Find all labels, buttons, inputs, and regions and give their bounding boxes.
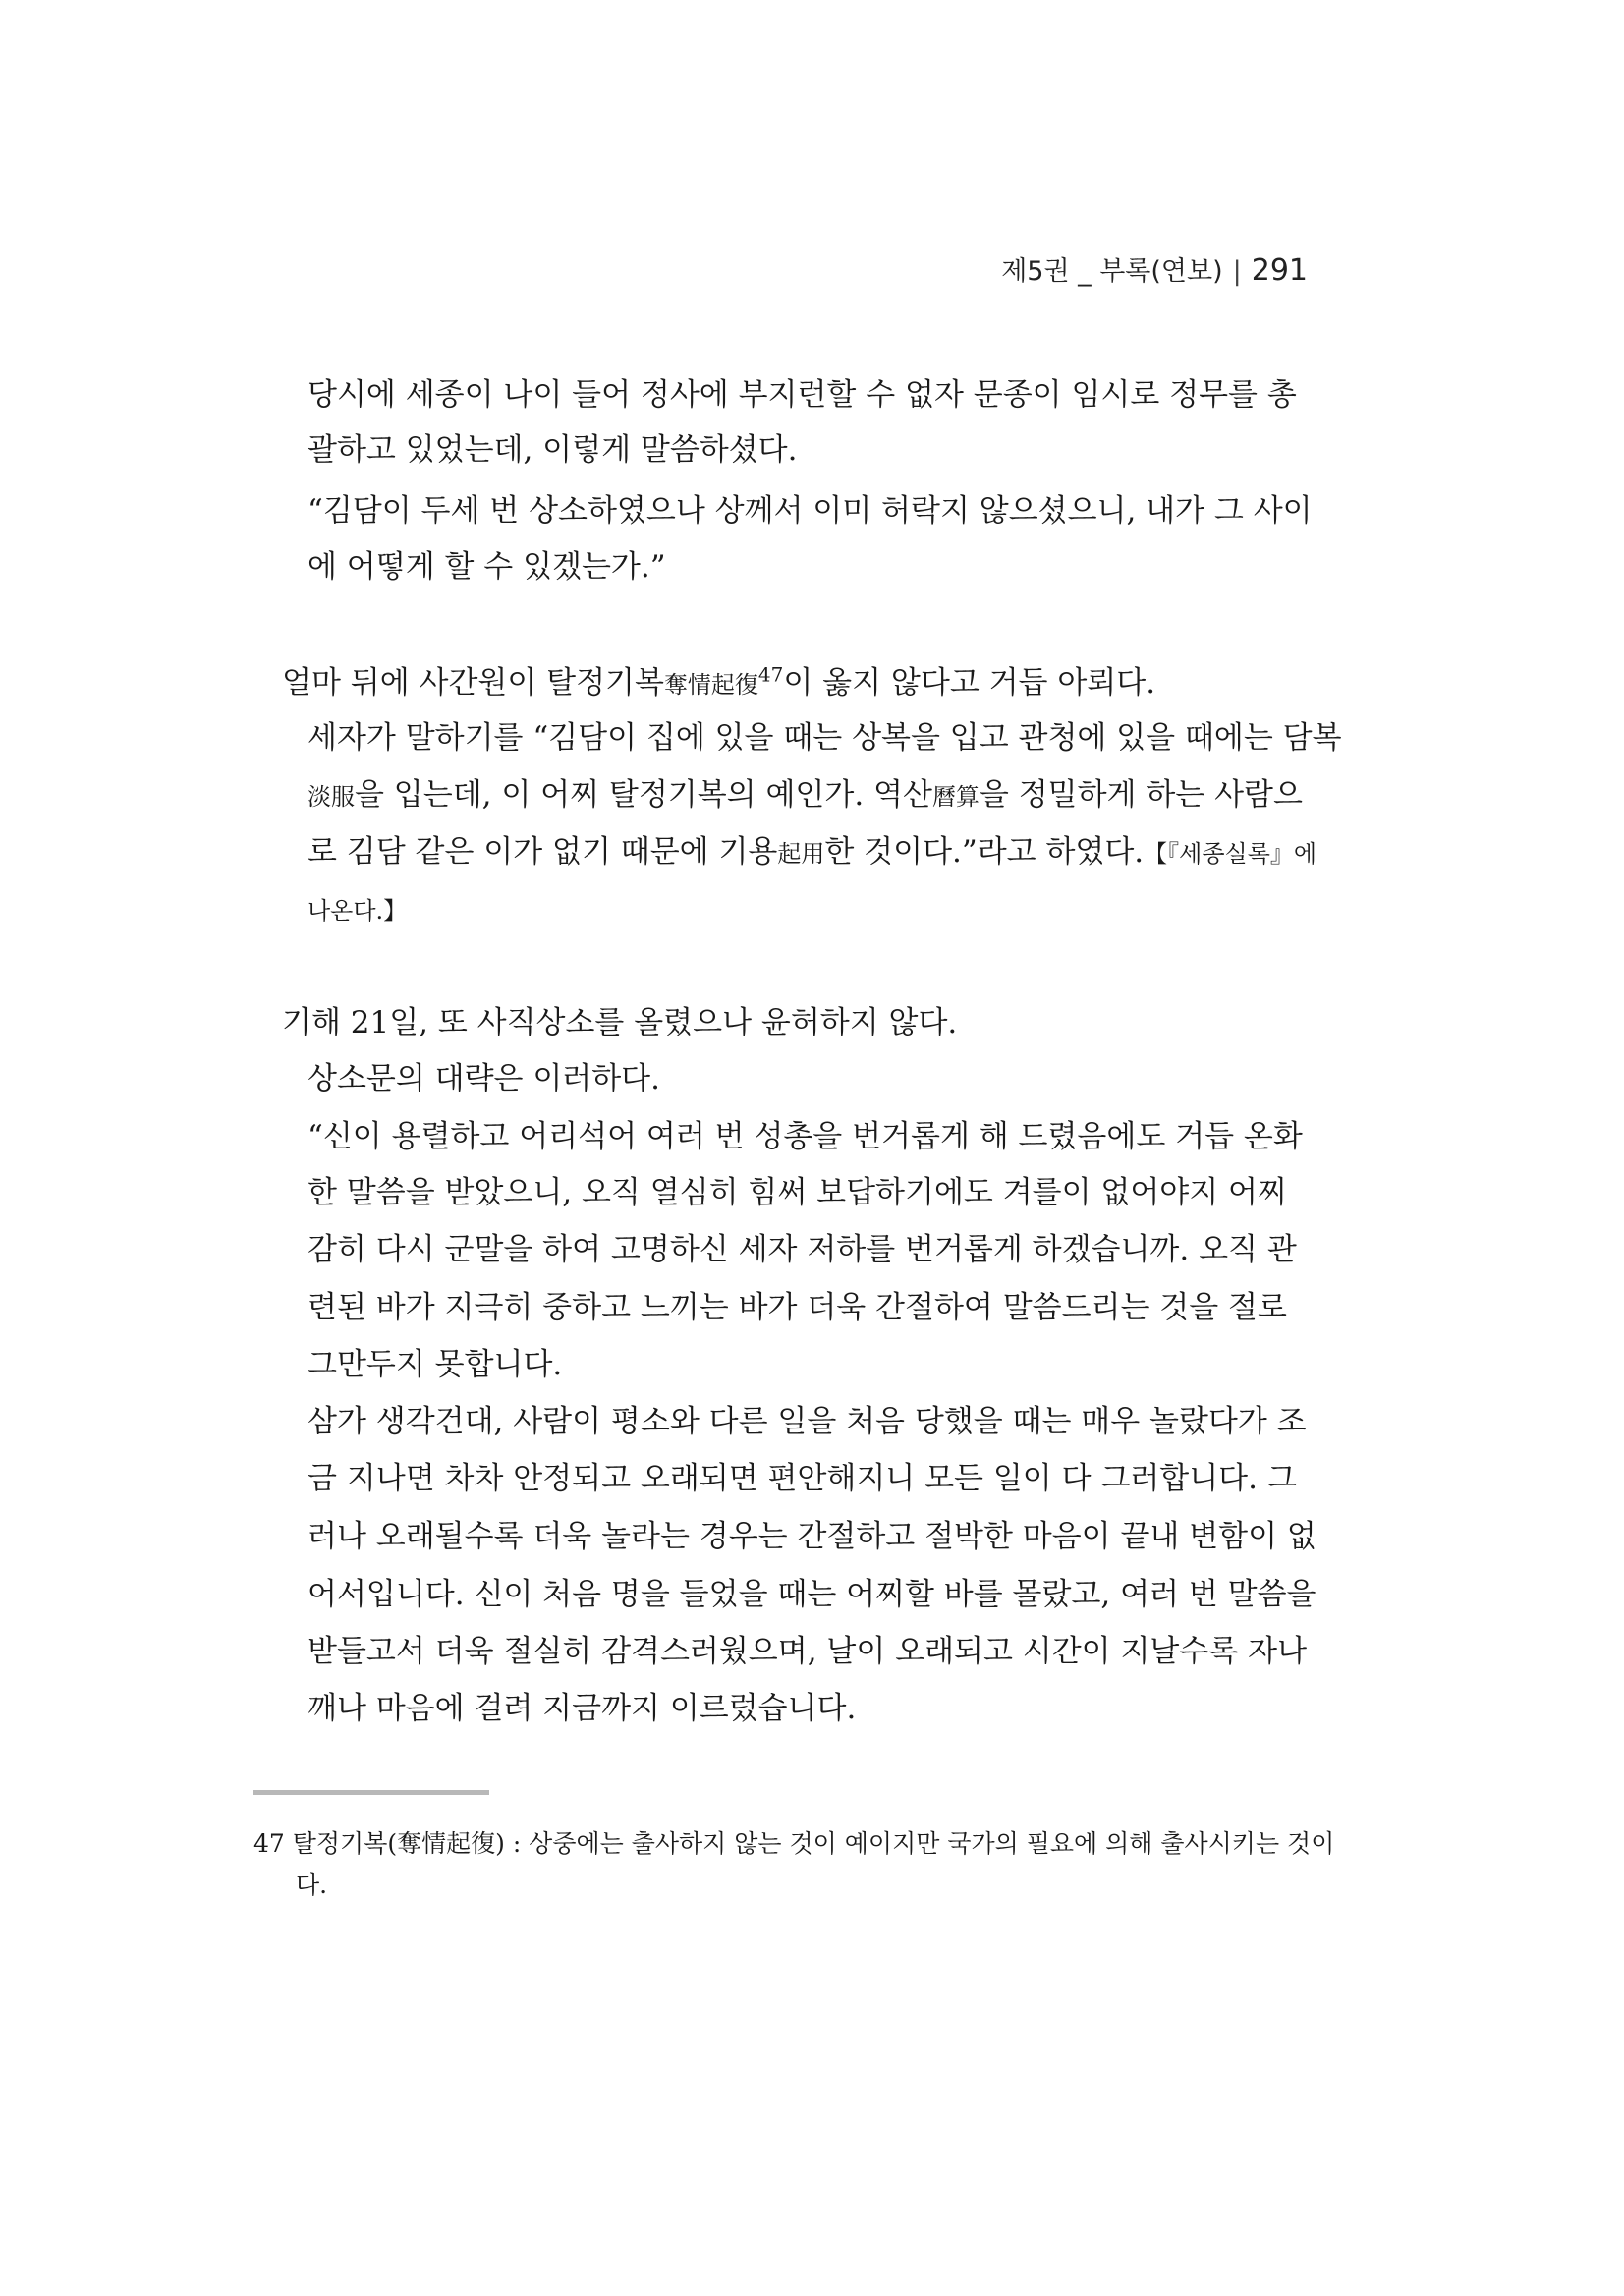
text-line: “김담이 두세 번 상소하였으나 상께서 이미 허락지 않으셨으니, 내가 그 사이 bbox=[308, 493, 1313, 529]
source-note: 【『세종실록』에 bbox=[1144, 840, 1317, 868]
text-span: 얼마 뒤에 사간원이 탈정기복 bbox=[282, 665, 664, 700]
hanja-gloss: 淡服 bbox=[308, 783, 355, 811]
page-number: 291 bbox=[1251, 253, 1308, 288]
running-title: 제5권 _ 부록(연보) bbox=[1001, 256, 1223, 287]
text-span: 로 김담 같은 이가 없기 때문에 기용 bbox=[308, 834, 778, 869]
text-span: 을 입는데, 이 어찌 탈정기복의 예인가. 역산 bbox=[355, 777, 932, 812]
text-line: 련된 바가 지극히 중하고 느끼는 바가 더욱 간절하여 말씀드리는 것을 절로 bbox=[308, 1290, 1287, 1325]
hanja-gloss: 曆算 bbox=[931, 783, 980, 811]
footnote-text: 47 탈정기복(奪情起復) : 상중에는 출사하지 않는 것이 예이지만 국가의 필요에 의해 출사시키는 것이 bbox=[253, 1829, 1335, 1858]
text-line: 당시에 세종이 나이 들어 정사에 부지런할 수 없자 문종이 임시로 정무를 총 bbox=[308, 377, 1297, 413]
text-line: 받들고서 더욱 절실히 감격스러웠으며, 날이 오래되고 시간이 지날수록 자나 bbox=[308, 1634, 1308, 1669]
text-line: 러나 오래될수록 더욱 놀라는 경우는 간절하고 절박한 마음이 끝내 변함이 없 bbox=[308, 1519, 1316, 1554]
running-header bbox=[1001, 250, 1308, 288]
text-line: 그만두지 못합니다. bbox=[308, 1347, 563, 1382]
footnote-divider bbox=[253, 1790, 489, 1795]
text-line bbox=[308, 777, 1303, 812]
hanja-gloss: 奪情起復 bbox=[663, 671, 758, 699]
text-line bbox=[308, 834, 1317, 869]
text-line: 감히 다시 군말을 하여 고명하신 세자 저하를 번거롭게 하겠습니까. 오직 관 bbox=[308, 1232, 1297, 1267]
text-line: 깨나 마음에 걸려 지금까지 이르렀습니다. bbox=[308, 1691, 857, 1726]
text-line: 어서입니다. 신이 처음 명을 들었을 때는 어찌할 바를 몰랐고, 여러 번 말씀을 bbox=[308, 1577, 1316, 1612]
text-span: 이 옳지 않다고 거듭 아뢰다. bbox=[783, 665, 1156, 700]
text-line: 상소문의 대략은 이러하다. bbox=[308, 1061, 660, 1096]
text-line: “신이 용렬하고 어리석어 여러 번 성총을 번거롭게 해 드렸음에도 거듭 온화 bbox=[308, 1119, 1303, 1154]
footnote-ref: 47 bbox=[757, 662, 784, 687]
text-span: 을 정밀하게 하는 사람으 bbox=[979, 777, 1303, 812]
text-line: 삼가 생각건대, 사람이 평소와 다른 일을 처음 당했을 때는 매우 놀랐다가 조 bbox=[308, 1404, 1307, 1439]
source-note: 나온다.】 bbox=[308, 897, 408, 924]
text-line: 에 어떻게 할 수 있겠는가.” bbox=[308, 549, 666, 585]
hanja-gloss: 起用 bbox=[777, 840, 825, 868]
entry-heading bbox=[282, 662, 1156, 700]
text-span: 한 것이다.”라고 하였다. bbox=[824, 834, 1145, 869]
text-line: 한 말씀을 받았으니, 오직 열심히 힘써 보답하기에도 겨를이 없어야지 어찌 bbox=[308, 1175, 1287, 1210]
footnote-text: 다. bbox=[296, 1871, 328, 1899]
entry-heading: 기해 21일, 또 사직상소를 올렸으나 윤허하지 않다. bbox=[282, 1005, 958, 1040]
text-line: 금 지나면 차차 안정되고 오래되면 편안해지니 모든 일이 다 그러합니다. 그 bbox=[308, 1461, 1297, 1496]
text-line: 세자가 말하기를 “김담이 집에 있을 때는 상복을 입고 관청에 있을 때에는 담복 bbox=[308, 720, 1342, 756]
header-separator: | bbox=[1232, 256, 1242, 287]
text-line: 괄하고 있었는데, 이렇게 말씀하셨다. bbox=[308, 432, 798, 468]
